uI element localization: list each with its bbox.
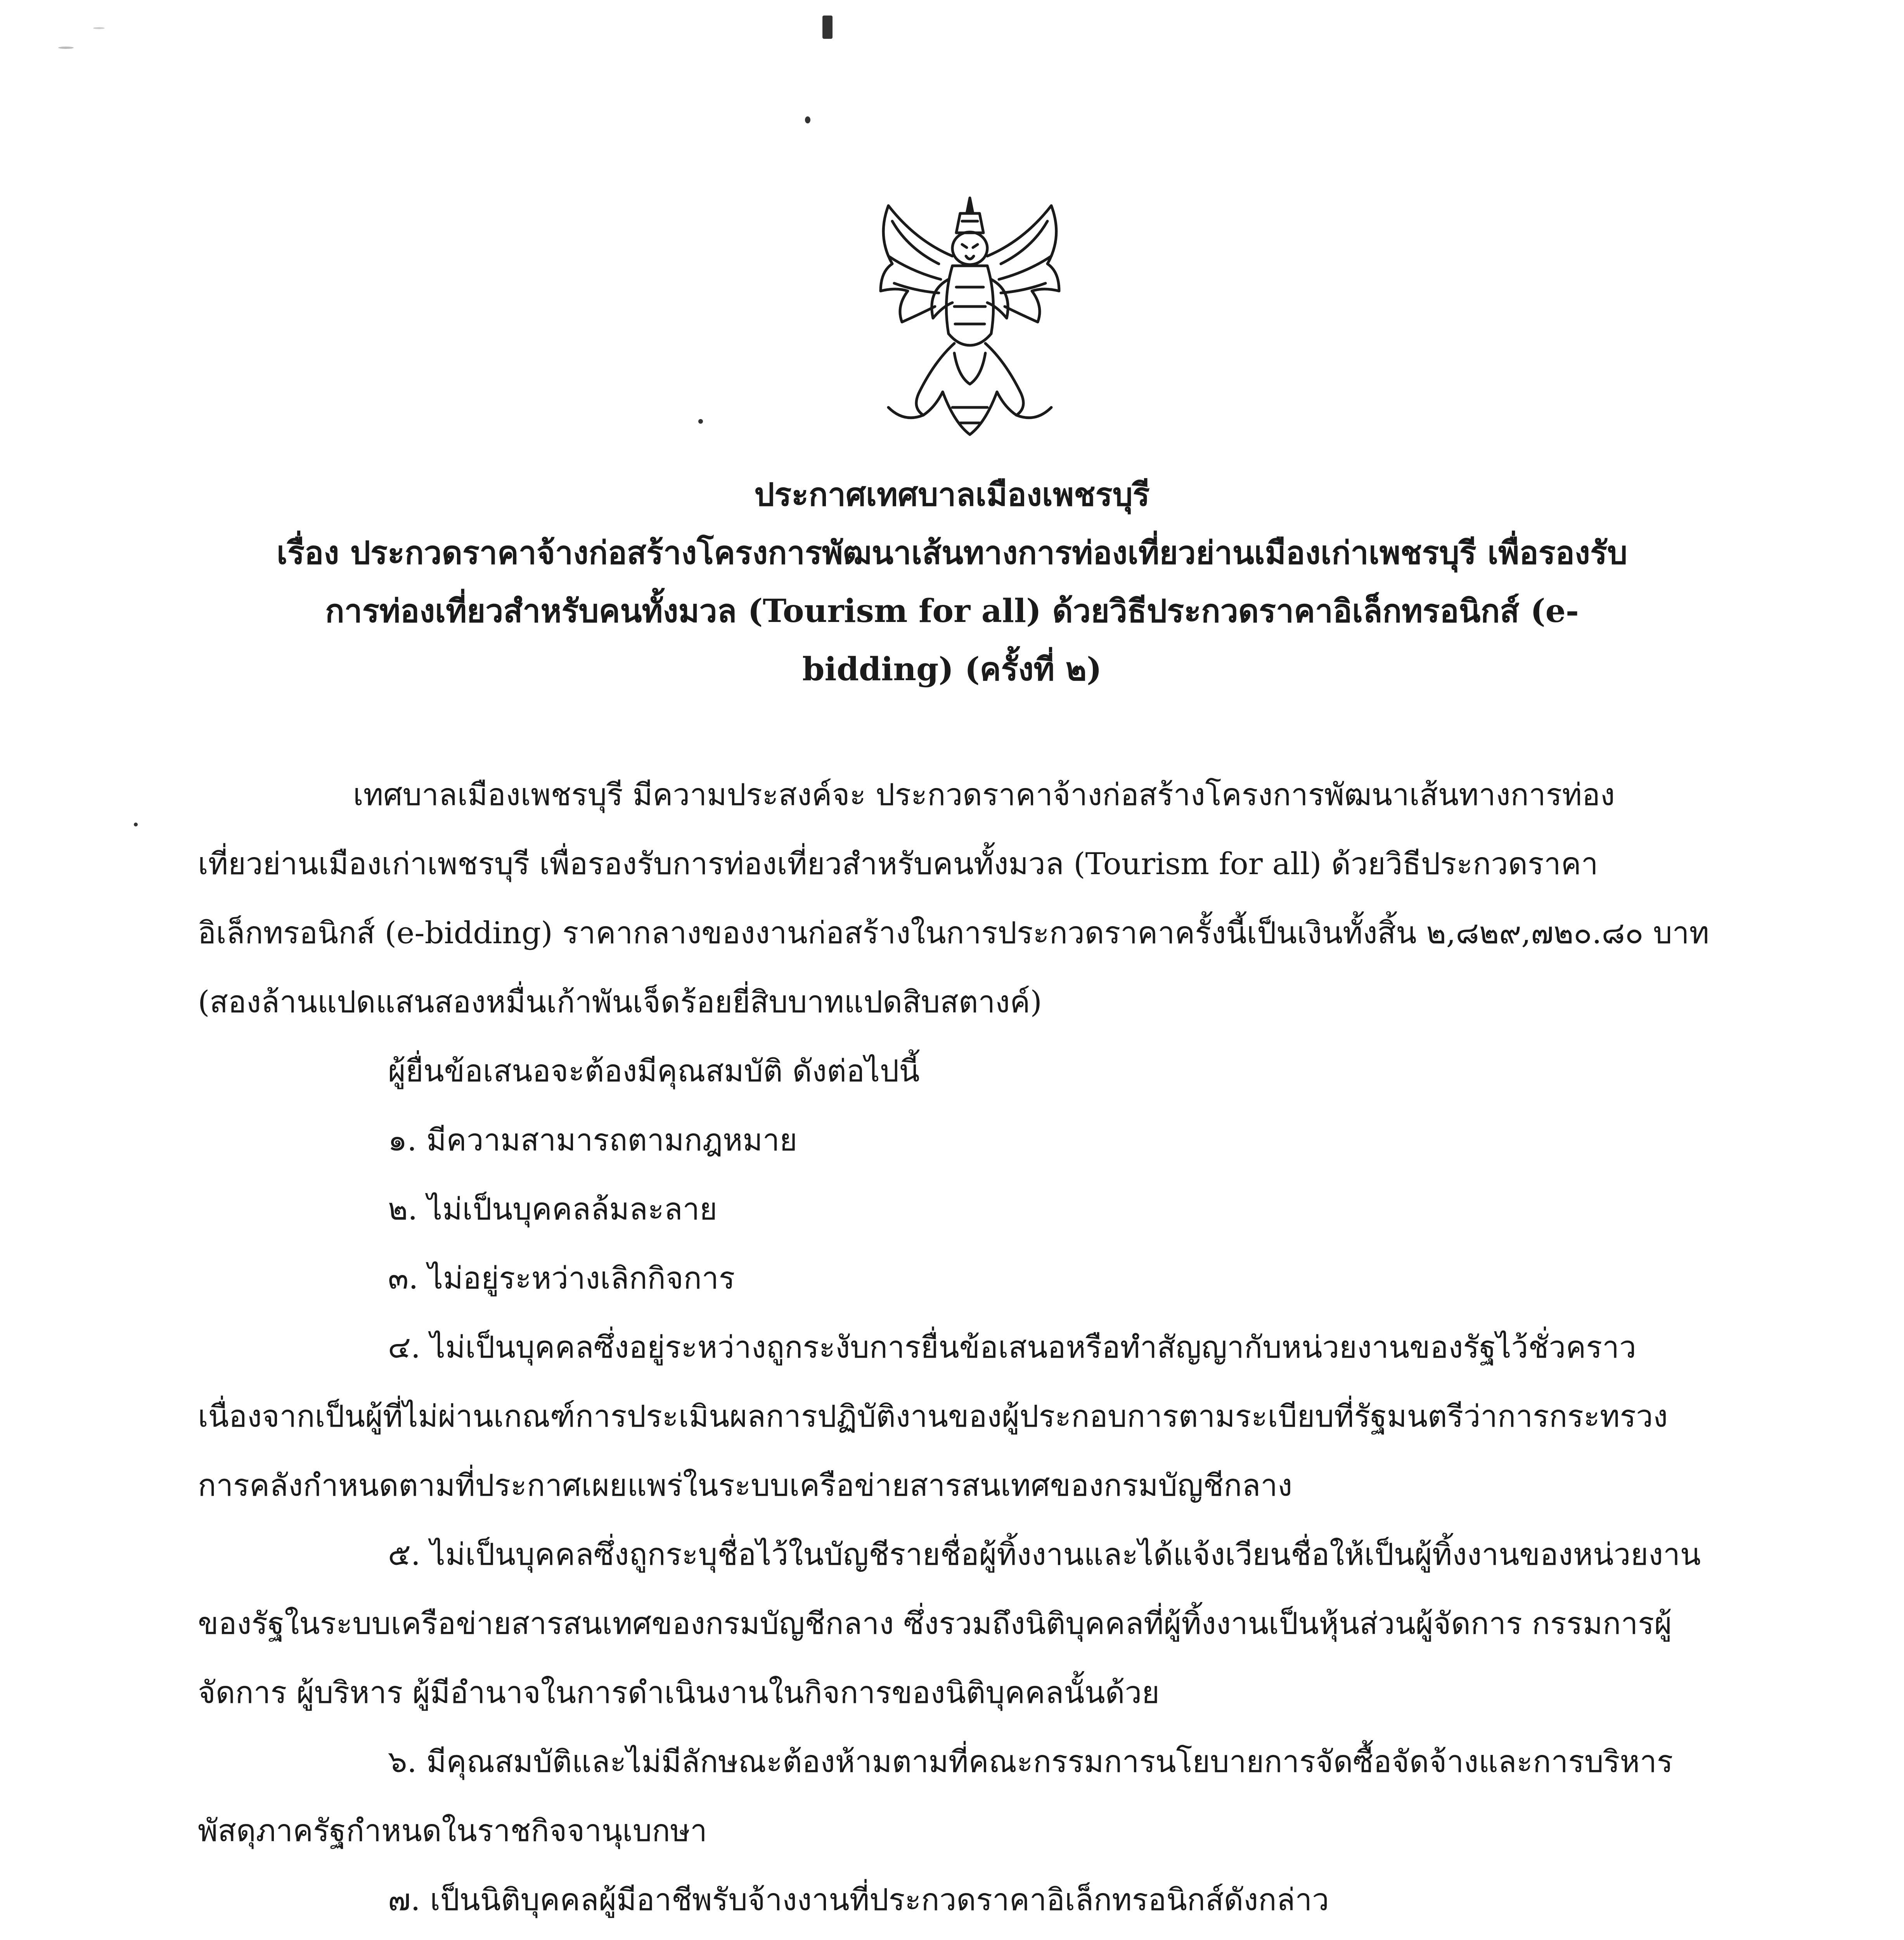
scan-speck (698, 419, 703, 424)
qualification-item: ๔. ไม่เป็นบุคคลซึ่งอยู่ระหว่างถูกระงับการยื่นข้อเสนอหรือทำสัญญากับหน่วยงานของรัฐไว้ชั่วคราว (388, 1330, 1636, 1365)
scan-speck (134, 823, 138, 826)
qualification-item-cont: พัสดุภาครัฐกำหนดในราชกิจจานุเบกษา (198, 1814, 707, 1848)
intro-line-2: เที่ยวย่านเมืองเก่าเพชรบุรี เพื่อรองรับการท่องเที่ยวสำหรับคนทั้งมวล (Tourism for all) ด้วยวิธีประกวดราคา (198, 847, 1598, 882)
qualification-item: ๗. เป็นนิติบุคคลผู้มีอาชีพรับจ้างงานที่ประกวดราคาอิเล็กทรอนิกส์ดังกล่าว (388, 1883, 1329, 1917)
scan-speck (822, 16, 833, 39)
qualification-item: ๒. ไม่เป็นบุคคลล้มละลาย (388, 1192, 718, 1227)
intro-line-1: เทศบาลเมืองเพชรบุรี มีความประสงค์จะ ประกวดราคาจ้างก่อสร้างโครงการพัฒนาเส้นทางการท่อง (353, 778, 1615, 812)
scan-speck (58, 47, 74, 49)
subject-line-3: bidding) (ครั้งที่ ๒) (802, 651, 1102, 688)
qualification-item-cont: จัดการ ผู้บริหาร ผู้มีอำนาจในการดำเนินงานในกิจการของนิติบุคคลนั้นด้วย (198, 1675, 1160, 1710)
announcement-title: ประกาศเทศบาลเมืองเพชรบุรี (754, 476, 1150, 513)
document-body (198, 760, 1750, 1940)
scan-speck (93, 27, 105, 29)
intro-line-4: (สองล้านแปดแสนสองหมื่นเก้าพันเจ็ดร้อยยี่สิบบาทแปดสิบสตางค์) (198, 985, 1042, 1020)
qualification-item: ๖. มีคุณสมบัติและไม่มีลักษณะต้องห้ามตามที่คณะกรรมการนโยบายการจัดซื้อจัดจ้างและการบริหาร (388, 1744, 1673, 1779)
intro-line-3: อิเล็กทรอนิกส์ (e-bidding) ราคากลางของงานก่อสร้างในการประกวดราคาครั้งนี้เป็นเงินทั้งสิ้น ๒,๘๒๙,๗๒๐.๘๐ บาท (198, 916, 1709, 951)
qualification-item: ๑. มีความสามารถตามกฎหมาย (388, 1123, 798, 1158)
qualification-item-cont: การคลังกำหนดตามที่ประกาศเผยแพร่ในระบบเครือข่ายสารสนเทศของกรมบัญชีกลาง (198, 1468, 1293, 1503)
subject-line-1: เรื่อง ประกวดราคาจ้างก่อสร้างโครงการพัฒนาเส้นทางการท่องเที่ยวย่านเมืองเก่าเพชรบุรี เพื่อรองรับ (276, 534, 1628, 572)
qualifications-intro: ผู้ยื่นข้อเสนอจะต้องมีคุณสมบัติ ดังต่อไปนี้ (388, 1054, 920, 1089)
qualification-item: ๓. ไม่อยู่ระหว่างเลิกกิจการ (388, 1261, 735, 1296)
qualification-item-cont: เนื่องจากเป็นผู้ที่ไม่ผ่านเกณฑ์การประเมินผลการปฏิบัติงานของผู้ประกอบการตามระเบียบที่รัฐมนตรีว่าการกระทรวง (198, 1399, 1668, 1434)
qualification-item: ๕. ไม่เป็นบุคคลซึ่งถูกระบุชื่อไว้ในบัญชีรายชื่อผู้ทิ้งงานและได้แจ้งเวียนชื่อให้เป็นผู้ทิ้งงานของหน่วยงาน (388, 1537, 1701, 1572)
garuda-emblem-icon (865, 190, 1075, 442)
scan-speck (805, 116, 810, 123)
subject-line-2: การท่องเที่ยวสำหรับคนทั้งมวล (Tourism for all) ด้วยวิธีประกวดราคาอิเล็กทรอนิกส์ (e- (325, 592, 1579, 630)
qualification-item (198, 1935, 1750, 1940)
qualification-item-cont: ของรัฐในระบบเครือข่ายสารสนเทศของกรมบัญชีกลาง ซึ่งรวมถึงนิติบุคคลที่ผู้ทิ้งงานเป็นหุ้นส่วนผู้จัดการ กรรมการผู้ (198, 1606, 1672, 1641)
